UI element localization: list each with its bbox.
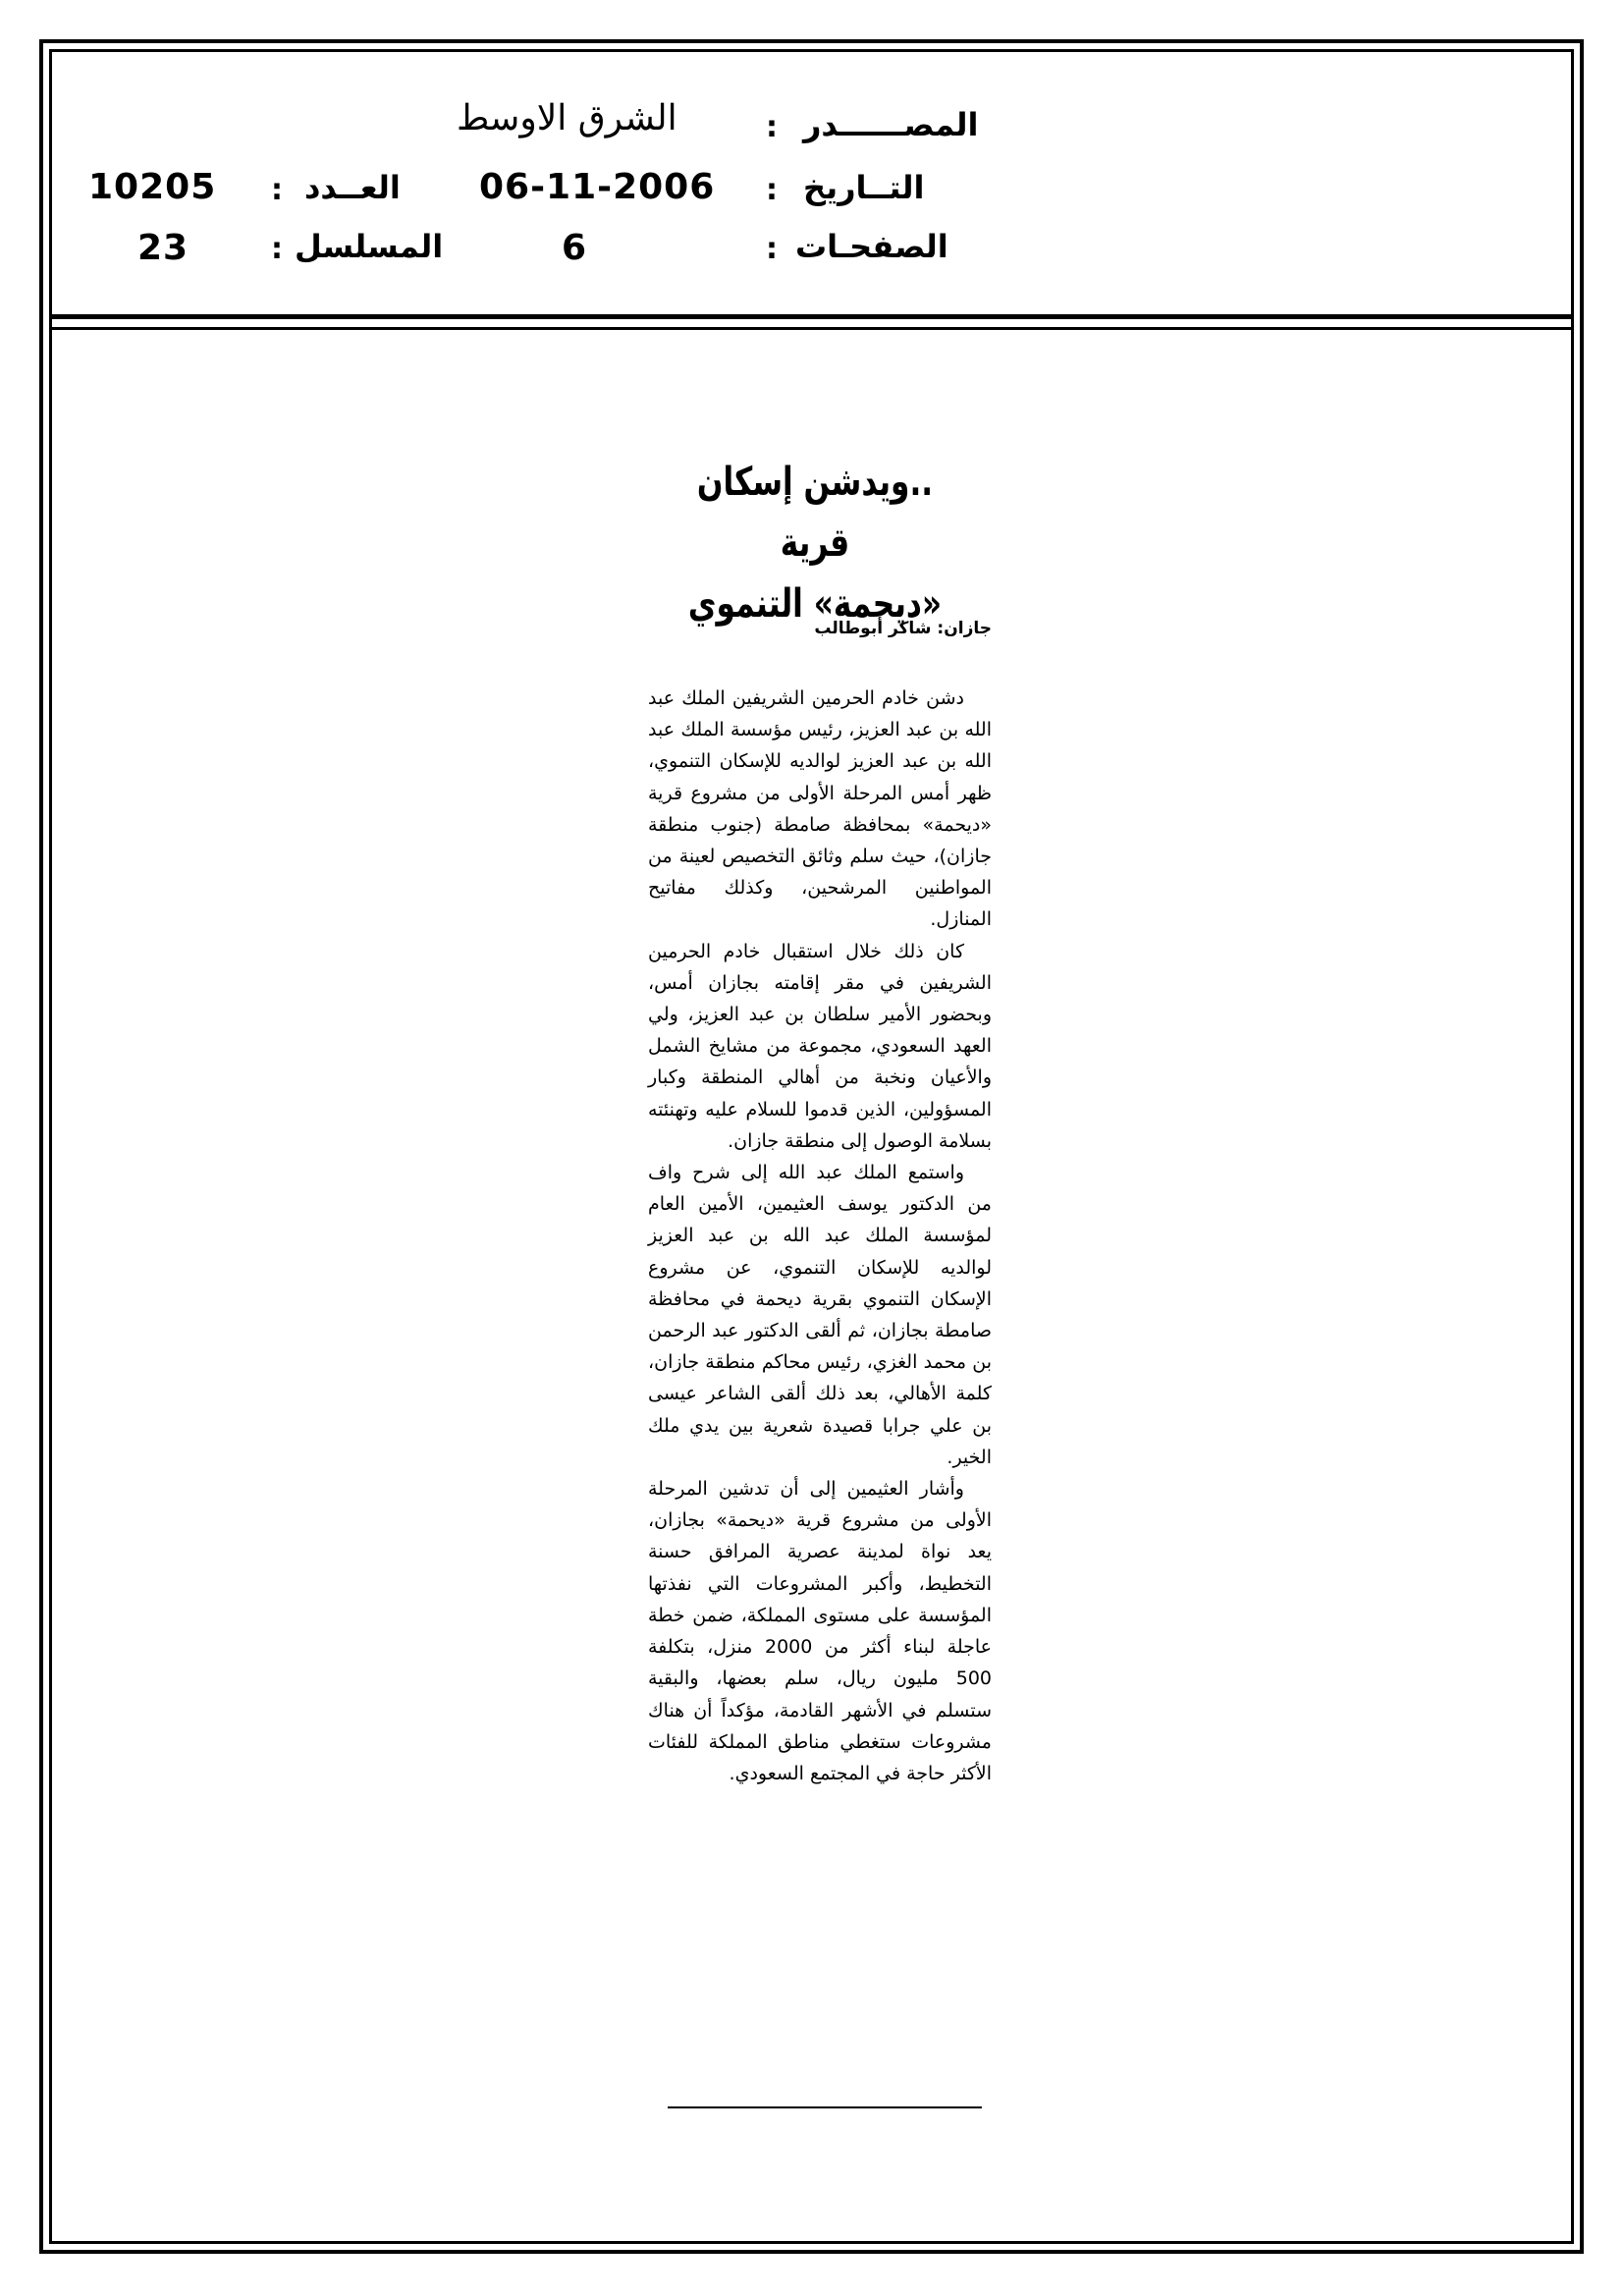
pages-colon: : bbox=[766, 232, 778, 266]
article-paragraph: واستمع الملك عبد الله إلى شرح واف من الدكتور يوسف العثيمين، الأمين العام لمؤسسة الملك عبد الله بن عبد العزيز لوالديه للإسكان التنموي، عن مشروع الإسكان التنموي بقرية ديحمة في محافظة صامطة بجازان، ثم ألقى الدكتور عبد الرحمن بن محمد الغزي، رئيس محاكم منطقة جازان، كلمة الأهالي، بعد ذلك ألقى الشاعر عيسى بن علي جرابا قصيدة شعرية بين يدي ملك الخير. bbox=[648, 1162, 992, 1468]
serial-value: 23 bbox=[137, 228, 189, 268]
headline-line-1: ..ويدشن إسكان قرية bbox=[696, 460, 934, 566]
headline bbox=[677, 452, 953, 634]
serial-label: المسلسل bbox=[295, 228, 444, 265]
issue-value: 10205 bbox=[88, 167, 217, 207]
byline: جازان: شاكر أبوطالب bbox=[814, 619, 992, 638]
article-paragraph: دشن خادم الحرمين الشريفين الملك عبد الله بن عبد العزيز، رئيس مؤسسة الملك عبد الله بن عبد العزيز لوالديه للإسكان التنموي، ظهر أمس المرحلة الأولى من مشروع قرية «ديحمة» بمحافظة صامطة (جنوب منطقة جازان)، حيث سلم وثائق التخصيص لعينة من المواطنين المرشحين، وكذلك مفاتيح المنازل. bbox=[648, 687, 992, 931]
issue-label: العــدد bbox=[304, 169, 401, 206]
article-body bbox=[648, 683, 992, 1789]
pages-value: 6 bbox=[562, 228, 588, 268]
date-colon: : bbox=[766, 173, 778, 207]
source-label: المصــــــدر bbox=[803, 106, 979, 143]
news-clipping bbox=[628, 422, 992, 2131]
article-paragraph: كان ذلك خلال استقبال خادم الحرمين الشريفين في مقر إقامته بجازان أمس، وبحضور الأمير سلطان بن عبد العزيز، ولي العهد السعودي، مجموعة من مشايخ الشمل والأعيان ونخبة من أهالي المنطقة وكبار المسؤولين، الذين قدموا للسلام عليه وتهنئته بسلامة الوصول إلى منطقة جازان. bbox=[648, 940, 992, 1152]
issue-colon: : bbox=[271, 173, 283, 207]
article-end-rule bbox=[668, 2106, 982, 2108]
header-divider-thin bbox=[49, 327, 1574, 330]
headline-line-2: «ديحمة» التنموي bbox=[687, 581, 943, 627]
serial-colon: : bbox=[271, 232, 283, 266]
pages-label: الصفحـات bbox=[795, 228, 948, 265]
article-paragraph: وأشار العثيمين إلى أن تدشين المرحلة الأولى من مشروع قرية «ديحمة» بجازان، يعد نواة لمدينة عصرية المرافق حسنة التخطيط، وأكبر المشروعات التي نفذتها المؤسسة على مستوى المملكة، ضمن خطة عاجلة لبناء أكثر من 2000 منزل، بتكلفة 500 مليون ريال، سلم بعضها، والبقية ستسلم في الأشهر القادمة، مؤكداً أن هناك مشروعات ستغطي مناطق المملكة للفئات الأكثر حاجة في المجتمع السعودي. bbox=[648, 1478, 992, 1784]
date-label: التــاريخ bbox=[803, 169, 925, 206]
header-divider bbox=[49, 314, 1574, 319]
date-value: 06-11-2006 bbox=[479, 167, 716, 207]
source-colon: : bbox=[766, 110, 778, 144]
source-value: الشرق الاوسط bbox=[457, 98, 677, 138]
